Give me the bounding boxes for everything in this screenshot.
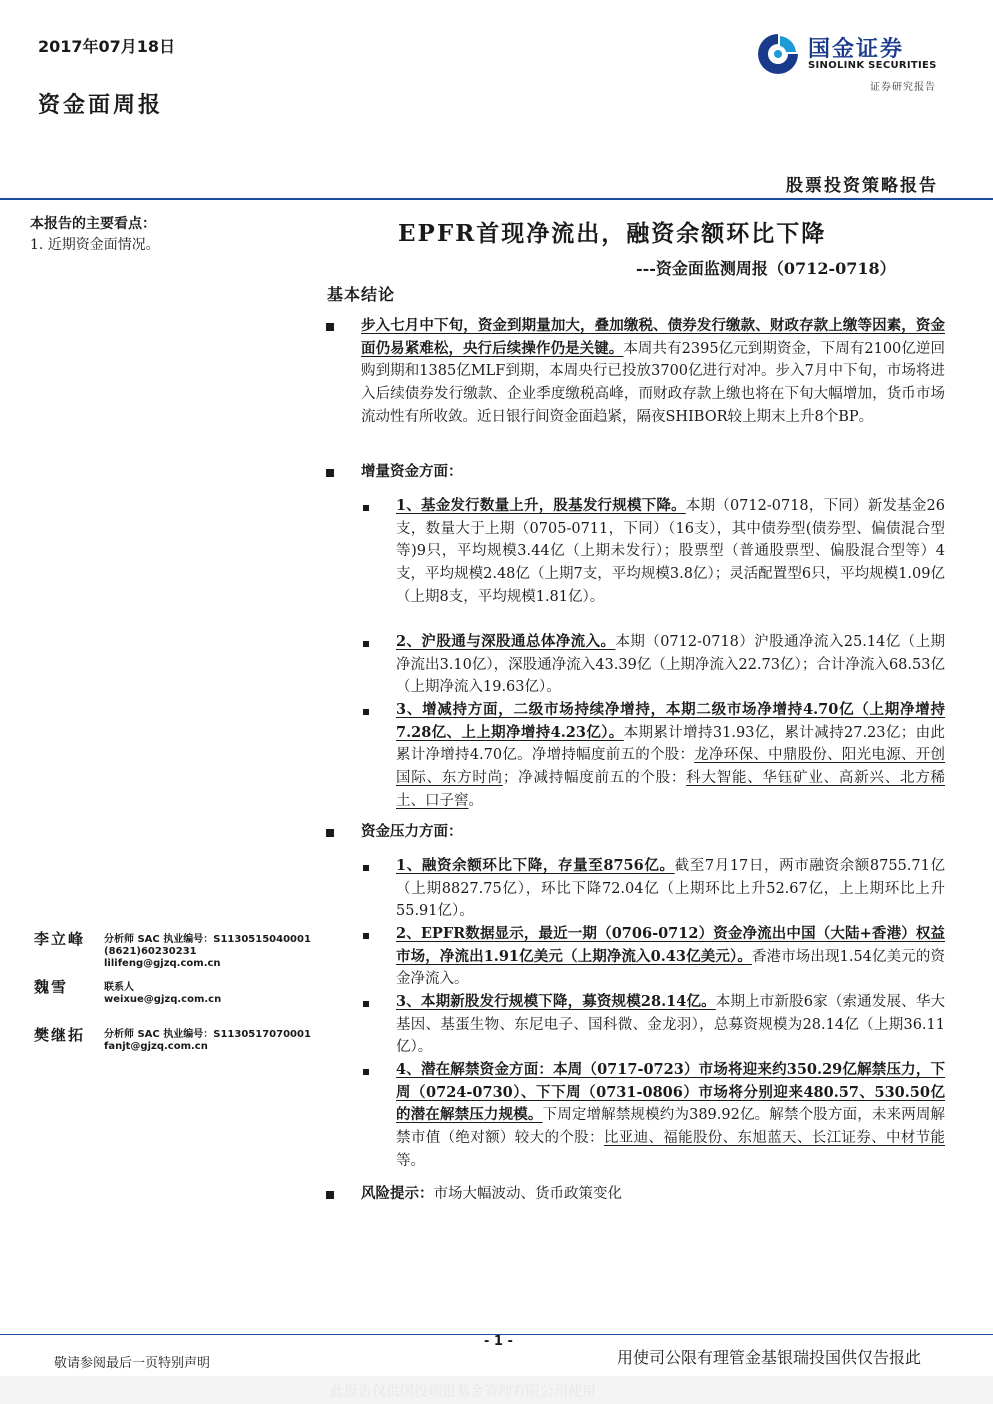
fund-issuance-text: 本期（0712-0718，下同）新发基金26支，数量大于上期（0705-0711，下同）（16支），其中债券型(债券型、偏债混合型等)9只，平均规模3.44亿（上期未发行）；股票型（普通股票型、偏股混合型等）4支，平均规模2.48亿（上期7支，平均规模3.8亿）；灵活配置型6只，平均规模1.09亿（上期8支，平均规模1.81亿）。 [396, 498, 945, 605]
analyst-email: lilifeng@gjzq.com.cn [104, 958, 221, 969]
analyst-details [104, 934, 311, 970]
conclusion-lead: 步入七月中下旬，资金到期量加大，叠加缴税、债券发行缴款、财政存款上缴等因素，资金面仍易紧难松，央行后续操作仍是关键。 [361, 317, 945, 357]
conclusion-text: 本周共有2395亿元到期资金，下周有2100亿逆回购到期和1385亿MLF到期，本周央行已投放3700亿进行对冲。步入7月中下旬，市场将进入后续债券发行缴款、企业季度缴税高峰，而财政存款上缴也将在下旬大幅增加，货币市场流动性有所收敛。近日银行间资金面趋紧，隔夜SHIBOR较上期末上升8个BP。 [361, 340, 945, 425]
inflow-heading: 增量资金方面： [361, 463, 463, 480]
footer-usage-note: 用使司公限有理管金基银瑞投国供仅告报此 [617, 1348, 922, 1367]
risk-paragraph [361, 1183, 945, 1206]
sub-bullet-icon [363, 709, 369, 715]
top-decrease-stocks: 科大智能、华钰矿业、高新兴、北方稀土、口子窖 [396, 770, 946, 809]
analyst-details [104, 1029, 311, 1053]
epfr-lead: 2、EPFR数据显示，最近一期（0706-0712）资金净流出中国（大陆+香港）权益市场，净流出1.91亿美元（上期净流入0.43亿美元）。 [396, 925, 945, 965]
risk-text: 市场大幅波动、货币政策变化 [433, 1186, 622, 1202]
footer-disclaimer: 敬请参阅最后一页特别声明 [54, 1356, 211, 1371]
analyst-name: 魏雪 [34, 978, 69, 996]
holdings-change-lead: 3、增减持方面，二级市场持续净增持，本期二级市场净增持4.70亿（上期净增持7.28亿、上上期净增持4.23亿）。 [396, 701, 945, 741]
analyst-role: 联系人 [104, 982, 134, 993]
sub-bullet-icon [363, 641, 369, 647]
sinolink-logo-icon [756, 32, 800, 76]
sub-bullet-icon [363, 933, 369, 939]
logo-subtitle: 证券研究报告 [870, 82, 936, 93]
sidebar-title: 本报告的主要看点： [30, 216, 156, 232]
sidebar-item: 1. 近期资金面情况。 [30, 237, 160, 253]
main-title: EPFR首现净流出，融资余额环比下降 [398, 220, 827, 247]
analyst-name: 樊继拓 [34, 1026, 86, 1044]
report-date: 2017年07月18日 [38, 37, 176, 56]
holdings-change-text-2: ；净减持幅度前五的个股： [502, 770, 687, 787]
analyst-email: weixue@gjzq.com.cn [104, 994, 222, 1005]
sub-bullet-icon [363, 1001, 369, 1007]
analyst-role: 分析师 SAC 执业编号：S1130517070001 [104, 1029, 311, 1040]
holdings-change-paragraph [396, 699, 945, 813]
conclusion-paragraph [361, 315, 945, 429]
logo-chinese-name: 国金证券 [808, 37, 905, 62]
bullet-square-icon [326, 1191, 334, 1199]
logo-english-name: SINOLINK SECURITIES [808, 60, 937, 71]
unlock-paragraph [396, 1059, 945, 1173]
analyst-details [104, 982, 221, 1006]
unlock-lead: 4、潜在解禁资金方面：本周（0717-0723）市场将迎来约350.29亿解禁压力，下周（0724-0730）、下下周（0731-0806）市场将分别迎来480.57、530.50亿的潜在解禁压力规模。 [396, 1061, 945, 1124]
margin-balance-text: 截至7月17日，两市融资余额8755.71亿（上期8827.75亿），环比下降72.04亿（上期环比上升52.67亿，上上期环比上升55.91亿）。 [396, 858, 945, 920]
analyst-role: 分析师 SAC 执业编号：S1130515040001 [104, 934, 311, 945]
bullet-square-icon [326, 469, 334, 477]
sentence-end: 等。 [396, 1152, 425, 1169]
margin-balance-paragraph [396, 855, 945, 923]
ipo-paragraph [396, 991, 945, 1059]
bullet-square-icon [326, 829, 334, 837]
sentence-end: 。 [468, 792, 483, 809]
unlock-text: 下周定增解禁规模约为389.92亿。解禁个股方面，未来两周解禁市值（绝对额）较大的个股： [396, 1107, 946, 1147]
pressure-heading: 资金压力方面： [361, 823, 463, 840]
analyst-email: fanjt@gjzq.com.cn [104, 1041, 208, 1052]
sub-bullet-icon [363, 505, 369, 511]
ipo-text: 本期上市新股6家（索通发展、华大基因、基蛋生物、东尼电子、国科微、金龙羽），总募资规模为28.14亿（上期36.11亿）。 [396, 994, 945, 1056]
analyst-phone: (8621)60230231 [104, 946, 197, 957]
ipo-lead: 3、本期新股发行规模下降，募资规模28.14亿。 [396, 993, 716, 1010]
holdings-change-text: 本期累计增持31.93亿，累计减持27.23亿；由此累计净增持4.70亿。净增持幅度前五的个股： [396, 724, 945, 764]
epfr-paragraph [396, 923, 945, 991]
fund-issuance-lead: 1、基金发行数量上升，股基发行规模下降。 [396, 497, 686, 514]
stock-connect-lead: 2、沪股通与深股通总体净流入。 [396, 633, 616, 650]
analyst-name: 李立峰 [34, 930, 86, 948]
margin-balance-lead: 1、融资余额环比下降，存量至8756亿。 [396, 857, 675, 874]
stock-connect-paragraph [396, 631, 945, 699]
sub-bullet-icon [363, 1069, 369, 1075]
sub-bullet-icon [363, 865, 369, 871]
fund-issuance-paragraph [396, 495, 945, 609]
risk-label: 风险提示： [361, 1185, 434, 1202]
top-increase-stocks: 龙净环保、中鼎股份、阳光电源、开创国际、东方时尚 [396, 747, 945, 787]
main-subtitle: ---资金面监测周报（0712-0718） [636, 259, 896, 278]
report-type-label: 股票投资策略报告 [786, 176, 938, 196]
page-number: - 1 - [484, 1334, 513, 1349]
sinolink-logo [756, 30, 946, 93]
header-divider [0, 198, 993, 200]
unlock-stocks: 比亚迪、福能股份、东旭蓝天、长江证券、中材节能 [603, 1130, 946, 1147]
bullet-square-icon [326, 323, 334, 331]
section-heading: 基本结论 [327, 285, 396, 304]
stock-connect-text: 本期（0712-0718）沪股通净流入25.14亿（上期净流出3.10亿），深股通净流入43.39亿（上期净流入22.73亿）；合计净流入68.53亿（上期净流入19.63亿）。 [396, 634, 945, 696]
report-series-title: 资金面周报 [38, 92, 164, 118]
watermark-text: 此报告仅供国投瑞银基金管理有限公司使用 [330, 1384, 596, 1400]
epfr-text: 香港市场出现1.54亿美元的资金净流入。 [396, 948, 945, 988]
